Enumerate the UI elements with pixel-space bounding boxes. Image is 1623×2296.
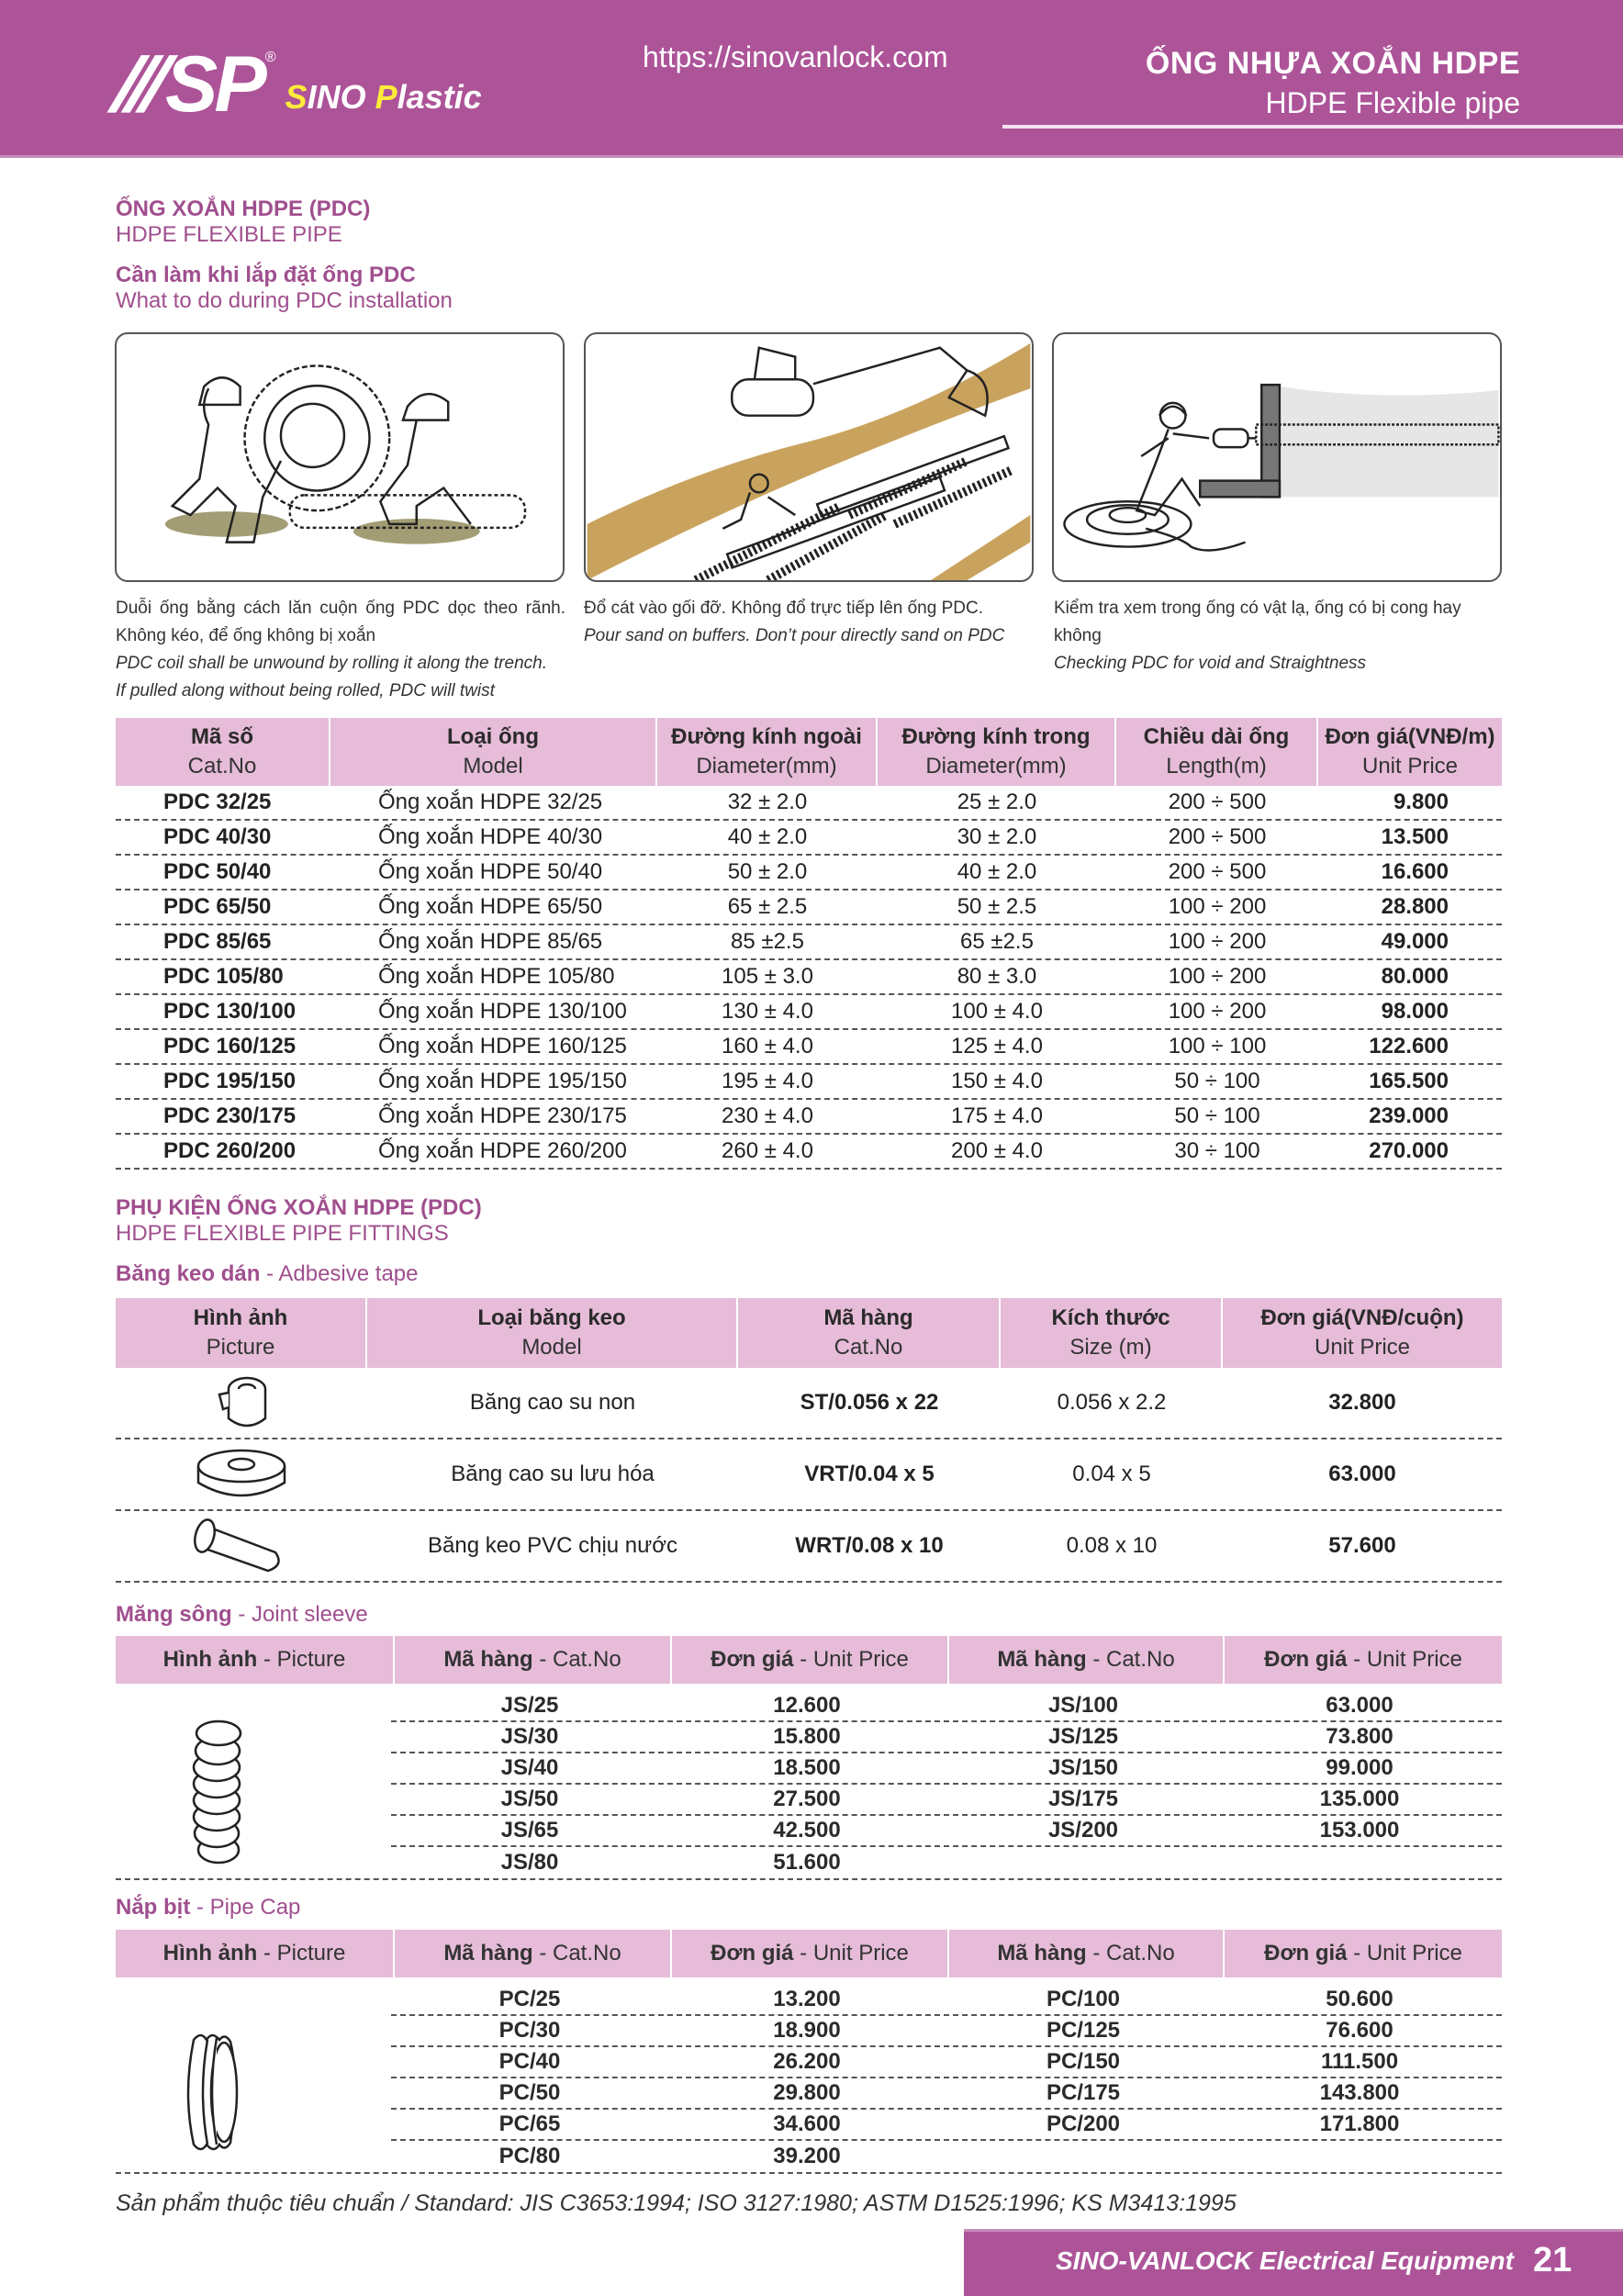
size-cell: 0.08 x 10 — [1066, 1533, 1158, 1558]
joint-sleeve-picture — [116, 1691, 391, 1878]
col-outer-diameter: Đường kính ngoài Diameter(mm) — [657, 718, 878, 786]
inner-diameter-cell: 65 ±2.5 — [960, 929, 1034, 954]
price-cell: 32.800 — [1328, 1390, 1396, 1415]
cat-no-cell: PDC 260/200 — [163, 1138, 297, 1163]
header-title: ỐNG NHỰA XOẮN HDPE — [1145, 46, 1520, 81]
tape-roll-thick-icon — [116, 1444, 367, 1505]
model-cell: Ống xoắn HDPE 50/40 — [378, 859, 603, 884]
inner-diameter-cell: 40 ± 2.0 — [957, 859, 1037, 884]
caption-en-2: If pulled along without being rolled, PDC will twist — [116, 681, 495, 700]
table-row — [391, 2078, 1502, 2110]
sleeve-bottom-divider — [116, 1878, 1502, 1880]
cat2-cell: PC/150 — [1046, 2049, 1121, 2074]
caption-vi: Đổ cát vào gối đỡ. Không đổ trực tiếp lên ống PDC. — [584, 599, 983, 618]
price-cell: 57.600 — [1328, 1533, 1396, 1558]
tape-roll-unrolled-icon — [116, 1372, 367, 1433]
model-cell: Ống xoắn HDPE 160/125 — [378, 1034, 627, 1058]
model-cell: Ống xoắn HDPE 105/80 — [378, 964, 615, 989]
length-cell: 50 ÷ 100 — [1174, 1103, 1260, 1128]
section-title-vi: ỐNG XOẮN HDPE (PDC) — [116, 196, 371, 221]
model-cell: Ống xoắn HDPE 32/25 — [378, 790, 603, 814]
tape-price-table — [116, 1298, 1502, 1583]
length-cell: 30 ÷ 100 — [1174, 1138, 1260, 1163]
col-cat-no-1: Mã hàng - Cat.No — [395, 1930, 672, 1977]
cat2-cell: PC/125 — [1046, 2018, 1121, 2043]
outer-diameter-cell: 50 ± 2.0 — [727, 859, 808, 884]
price1-cell: 18.500 — [773, 1755, 841, 1780]
price-cell: 98.000 — [1381, 999, 1449, 1024]
model-cell: Ống xoắn HDPE 195/150 — [378, 1069, 627, 1093]
length-cell: 200 ÷ 500 — [1168, 790, 1267, 814]
col-cat-no: Mã hàng Cat.No — [738, 1298, 1001, 1368]
price-cell: 239.000 — [1369, 1103, 1449, 1128]
col-price-2: Đơn giá - Unit Price — [1264, 1941, 1462, 1966]
workers-rolling-coil-icon — [117, 334, 563, 580]
price-cell: 13.500 — [1381, 824, 1449, 849]
inner-diameter-cell: 80 ± 3.0 — [957, 964, 1037, 989]
price-cell: 63.000 — [1328, 1462, 1396, 1486]
outer-diameter-cell: 160 ± 4.0 — [722, 1034, 813, 1058]
cat2-cell: JS/150 — [1047, 1755, 1119, 1780]
sleeve-table-body — [116, 1691, 1502, 1878]
page-number: 21 — [1533, 2241, 1573, 2279]
pipe-table-header — [116, 718, 1502, 786]
cat-no-cell: PDC 105/80 — [163, 964, 284, 989]
cap-heading: Nắp bịt - Pipe Cap — [116, 1895, 301, 1920]
cap-table-header — [116, 1930, 1502, 1977]
length-cell: 50 ÷ 100 — [1174, 1069, 1260, 1093]
price1-cell: 18.900 — [773, 2018, 841, 2043]
col-picture: Hình ảnh - Picture — [116, 1930, 395, 1977]
caption-en-1: Pour sand on buffers. Don’t pour directly sand on PDC — [584, 626, 1005, 645]
table-row — [116, 1065, 1502, 1100]
cat-no-cell: PDC 160/125 — [163, 1034, 297, 1058]
cap-rows — [391, 1985, 1502, 2172]
cat2-cell: PC/175 — [1046, 2080, 1121, 2105]
sleeve-rows — [391, 1691, 1502, 1878]
table-row — [116, 1135, 1502, 1170]
section-fittings-heading — [116, 1195, 482, 1247]
length-cell: 200 ÷ 500 — [1168, 824, 1267, 849]
header-divider — [1002, 125, 1623, 129]
cat1-cell: JS/30 — [500, 1724, 559, 1749]
cap-bottom-divider — [116, 2172, 1502, 2174]
model-cell: Ống xoắn HDPE 260/200 — [378, 1138, 627, 1163]
cat1-cell: JS/80 — [500, 1850, 559, 1875]
cat-no-cell: PDC 32/25 — [163, 790, 272, 814]
model-cell: Ống xoắn HDPE 130/100 — [378, 999, 627, 1024]
excavator-pouring-sand-icon — [586, 334, 1032, 580]
model-cell: Ống xoắn HDPE 230/175 — [378, 1103, 627, 1128]
inner-diameter-cell: 175 ± 4.0 — [951, 1103, 1043, 1128]
cat1-cell: JS/65 — [500, 1818, 559, 1842]
cat1-cell: JS/40 — [500, 1755, 559, 1780]
cat1-cell: PC/40 — [498, 2049, 561, 2074]
outer-diameter-cell: 85 ±2.5 — [731, 929, 804, 954]
joint-sleeve-icon — [116, 1691, 391, 1878]
model-cell: Băng cao su lưu hóa — [451, 1462, 655, 1486]
cat-no-cell: PDC 230/175 — [163, 1103, 297, 1128]
table-row — [391, 1753, 1502, 1785]
table-row — [391, 2047, 1502, 2078]
price2-cell: 99.000 — [1326, 1755, 1394, 1780]
price-cell: 165.500 — [1369, 1069, 1449, 1093]
cat1-cell: PC/25 — [498, 1987, 561, 2011]
cap-table-body — [116, 1985, 1502, 2172]
tape-table-header — [116, 1298, 1502, 1368]
inner-diameter-cell: 30 ± 2.0 — [957, 824, 1037, 849]
cat2-cell: JS/200 — [1047, 1818, 1119, 1842]
page-footer — [964, 2229, 1623, 2296]
table-row — [116, 1511, 1502, 1583]
caption-rolling-coil — [116, 595, 565, 705]
cat1-cell: PC/80 — [498, 2144, 561, 2168]
price-cell: 9.800 — [1393, 790, 1449, 814]
price2-cell: 50.600 — [1326, 1987, 1394, 2011]
col-price-1: Đơn giá - Unit Price — [672, 1636, 949, 1684]
logo-slashes-icon: /// — [106, 41, 168, 128]
price1-cell: 42.500 — [773, 1818, 841, 1842]
price-cell: 49.000 — [1381, 929, 1449, 954]
table-row — [116, 925, 1502, 960]
col-model: Loại ống Model — [330, 718, 657, 786]
table-row — [116, 786, 1502, 821]
price-cell: 270.000 — [1369, 1138, 1449, 1163]
model-cell: Ống xoắn HDPE 65/50 — [378, 894, 603, 919]
section-title-en: HDPE FLEXIBLE PIPE — [116, 222, 342, 247]
col-price-2: Đơn giá - Unit Price — [1264, 1647, 1462, 1672]
pipe-cap-icon — [116, 1985, 391, 2172]
table-row — [116, 960, 1502, 995]
price2-cell: 63.000 — [1326, 1693, 1394, 1718]
table-row — [391, 1985, 1502, 2016]
sleeve-heading: Măng sông - Joint sleeve — [116, 1602, 368, 1627]
price2-cell: 73.800 — [1326, 1724, 1394, 1749]
logo-brand-text: SINO Plastic — [285, 78, 482, 116]
cap-price-table — [116, 1930, 1502, 2172]
cat-no-cell: PDC 50/40 — [163, 859, 272, 884]
cat2-cell: PC/200 — [1046, 2111, 1121, 2136]
length-cell: 100 ÷ 100 — [1168, 1034, 1267, 1058]
table-row — [391, 2141, 1502, 2172]
sleeve-table-header — [116, 1636, 1502, 1684]
page-header — [0, 0, 1623, 158]
cat2-cell: JS/125 — [1047, 1724, 1119, 1749]
cat-no-cell: PDC 195/150 — [163, 1069, 297, 1093]
price2-cell: 135.000 — [1319, 1786, 1400, 1811]
cat-cell: VRT/0.04 x 5 — [804, 1462, 935, 1486]
col-length: Chiều dài ống Length(m) — [1116, 718, 1318, 786]
table-row — [391, 1722, 1502, 1753]
price1-cell: 39.200 — [773, 2144, 841, 2168]
inner-diameter-cell: 100 ± 4.0 — [951, 999, 1043, 1024]
price1-cell: 13.200 — [773, 1987, 841, 2011]
cat2-cell: PC/100 — [1046, 1987, 1121, 2011]
col-cat-no-2: Mã hàng - Cat.No — [949, 1636, 1225, 1684]
col-unit-price: Đơn giá(VNĐ/cuộn) Unit Price — [1260, 1305, 1464, 1360]
pipe-price-table — [116, 718, 1502, 1170]
cat1-cell: PC/50 — [498, 2080, 561, 2105]
col-price-1: Đơn giá - Unit Price — [672, 1930, 949, 1977]
workers-rolling-coil-illustration — [115, 332, 565, 582]
price2-cell: 153.000 — [1319, 1818, 1400, 1842]
caption-en-1: PDC coil shall be unwound by rolling it along the trench. — [116, 654, 547, 673]
outer-diameter-cell: 195 ± 4.0 — [722, 1069, 813, 1093]
price-cell: 16.600 — [1381, 859, 1449, 884]
outer-diameter-cell: 105 ± 3.0 — [722, 964, 813, 989]
cat1-cell: PC/30 — [498, 2018, 561, 2043]
price1-cell: 51.600 — [773, 1850, 841, 1875]
logo-sp: SP — [165, 40, 263, 129]
pipe-table-body — [116, 786, 1502, 1170]
table-row — [116, 890, 1502, 925]
col-picture: Hình ảnh Picture — [116, 1298, 367, 1368]
cat2-cell: JS/175 — [1047, 1786, 1119, 1811]
outer-diameter-cell: 65 ± 2.5 — [727, 894, 808, 919]
website-url[interactable]: https://sinovanlock.com — [643, 40, 948, 73]
col-unit-price: Đơn giá(VNĐ/m) Unit Price — [1325, 724, 1495, 778]
price-cell: 122.600 — [1369, 1034, 1449, 1058]
table-row — [391, 1816, 1502, 1847]
standards-note: Sản phẩm thuộc tiêu chuẩn / Standard: JIS C3653:1994; ISO 3127:1980; ASTM D1525:1996; KS M3413:1995 — [116, 2190, 1237, 2216]
caption-en-1: Checking PDC for void and Straightness — [1054, 654, 1367, 673]
length-cell: 100 ÷ 200 — [1168, 929, 1267, 954]
cat1-cell: JS/50 — [500, 1786, 559, 1811]
inner-diameter-cell: 125 ± 4.0 — [951, 1034, 1043, 1058]
tape-roll-pvc-icon — [116, 1516, 367, 1576]
pipe-cap-picture — [116, 1985, 391, 2172]
fittings-title-vi: PHỤ KIỆN ỐNG XOẮN HDPE (PDC) — [116, 1195, 482, 1220]
price1-cell: 12.600 — [773, 1693, 841, 1718]
table-row — [116, 856, 1502, 890]
cat-no-cell: PDC 40/30 — [163, 824, 272, 849]
price1-cell: 26.200 — [773, 2049, 841, 2074]
caption-checking-pipe — [1054, 595, 1505, 678]
table-row — [391, 1691, 1502, 1722]
model-cell: Băng keo PVC chịu nước — [428, 1533, 677, 1558]
table-row — [391, 2110, 1502, 2141]
sino-plastic-logo — [106, 39, 482, 129]
length-cell: 100 ÷ 200 — [1168, 964, 1267, 989]
cat2-cell: JS/100 — [1047, 1693, 1119, 1718]
price2-cell: 111.500 — [1320, 2049, 1399, 2074]
length-cell: 100 ÷ 200 — [1168, 999, 1267, 1024]
col-cat-no-1: Mã hàng - Cat.No — [395, 1636, 672, 1684]
model-cell: Ống xoắn HDPE 85/65 — [378, 929, 603, 954]
caption-pour-sand — [584, 595, 1043, 650]
caption-vi: Duỗi ống bằng cách lăn cuộn ống PDC dọc theo rãnh. Không kéo, để ống không bị xoắn — [116, 599, 565, 645]
length-cell: 200 ÷ 500 — [1168, 859, 1267, 884]
table-row — [391, 1785, 1502, 1816]
caption-vi: Kiểm tra xem trong ống có vật lạ, ống có bị cong hay không — [1054, 599, 1461, 645]
table-row — [116, 821, 1502, 856]
outer-diameter-cell: 40 ± 2.0 — [727, 824, 808, 849]
sleeve-price-table — [116, 1636, 1502, 1878]
table-row — [116, 995, 1502, 1030]
installation-title-en: What to do during PDC installation — [116, 288, 453, 313]
inner-diameter-cell: 150 ± 4.0 — [951, 1069, 1043, 1093]
excavator-pouring-sand-illustration — [584, 332, 1034, 582]
footer-company: SINO-VANLOCK Electrical Equipment — [1056, 2246, 1514, 2275]
length-cell: 100 ÷ 200 — [1168, 894, 1267, 919]
fittings-title-en: HDPE FLEXIBLE PIPE FITTINGS — [116, 1221, 449, 1246]
price1-cell: 15.800 — [773, 1724, 841, 1749]
table-row — [391, 1847, 1502, 1878]
table-row — [116, 1030, 1502, 1065]
col-inner-diameter: Đường kính trong Diameter(mm) — [878, 718, 1116, 786]
table-row — [116, 1100, 1502, 1135]
col-model: Loại băng keo Model — [367, 1298, 738, 1368]
cat-cell: ST/0.056 x 22 — [800, 1390, 939, 1415]
section-pipe-heading — [116, 196, 453, 314]
price1-cell: 27.500 — [773, 1786, 841, 1811]
size-cell: 0.04 x 5 — [1072, 1462, 1151, 1486]
col-size: Kích thước Size (m) — [1001, 1298, 1223, 1368]
tape-table-body — [116, 1368, 1502, 1583]
col-picture: Hình ảnh - Picture — [116, 1636, 395, 1684]
price1-cell: 34.600 — [773, 2111, 841, 2136]
cat-no-cell: PDC 85/65 — [163, 929, 272, 954]
installation-title-vi: Cần làm khi lắp đặt ống PDC — [116, 263, 416, 287]
cat-no-cell: PDC 130/100 — [163, 999, 297, 1024]
table-row — [391, 2016, 1502, 2047]
cat-no-cell: PDC 65/50 — [163, 894, 272, 919]
tape-heading: Băng keo dán - Adbesive tape — [116, 1261, 419, 1286]
price2-cell: 143.800 — [1319, 2080, 1400, 2105]
inner-diameter-cell: 25 ± 2.0 — [957, 790, 1037, 814]
col-cat-no-2: Mã hàng - Cat.No — [949, 1930, 1225, 1977]
registered-mark: ® — [264, 50, 276, 65]
outer-diameter-cell: 260 ± 4.0 — [722, 1138, 813, 1163]
model-cell: Băng cao su non — [469, 1390, 636, 1415]
price2-cell: 76.600 — [1326, 2018, 1394, 2043]
table-row — [116, 1368, 1502, 1439]
outer-diameter-cell: 130 ± 4.0 — [722, 999, 813, 1024]
cat1-cell: JS/25 — [500, 1693, 559, 1718]
header-subtitle: HDPE Flexible pipe — [1265, 86, 1520, 119]
price2-cell: 171.800 — [1319, 2111, 1400, 2136]
outer-diameter-cell: 32 ± 2.0 — [727, 790, 808, 814]
inner-diameter-cell: 50 ± 2.5 — [957, 894, 1037, 919]
table-row — [116, 1439, 1502, 1511]
size-cell: 0.056 x 2.2 — [1057, 1390, 1167, 1415]
col-cat-no: Mã số Cat.No — [116, 718, 330, 786]
worker-checking-pipe-icon — [1054, 334, 1500, 580]
model-cell: Ống xoắn HDPE 40/30 — [378, 824, 603, 849]
price-cell: 80.000 — [1381, 964, 1449, 989]
cat1-cell: PC/65 — [498, 2111, 561, 2136]
worker-checking-pipe-illustration — [1052, 332, 1502, 582]
inner-diameter-cell: 200 ± 4.0 — [951, 1138, 1043, 1163]
outer-diameter-cell: 230 ± 4.0 — [722, 1103, 813, 1128]
price-cell: 28.800 — [1381, 894, 1449, 919]
price1-cell: 29.800 — [773, 2080, 841, 2105]
cat-cell: WRT/0.08 x 10 — [795, 1533, 944, 1558]
